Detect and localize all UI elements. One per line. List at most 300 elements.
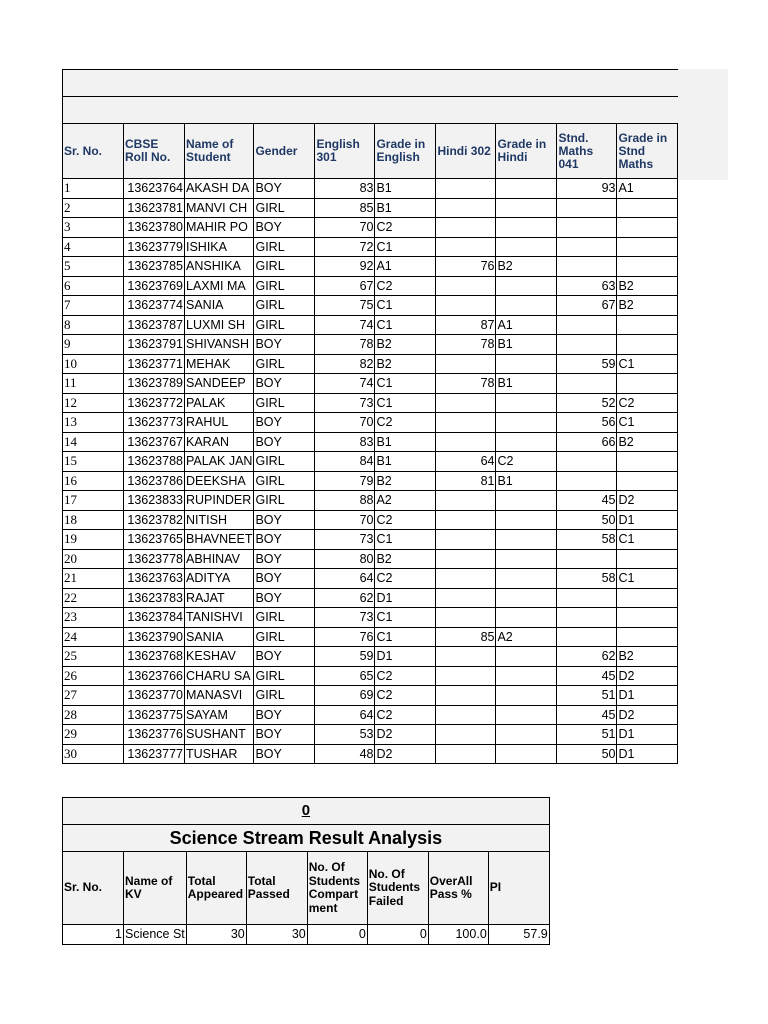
cell-maths-marks: [557, 608, 617, 628]
cell-maths-marks: 50: [557, 744, 617, 764]
cell-english-grade: B1: [375, 432, 436, 452]
cell-hindi-grade: [496, 666, 557, 686]
cell-hindi-grade: [496, 354, 557, 374]
cell-hindi-marks: [436, 198, 496, 218]
cell-maths-grade: [617, 374, 678, 394]
cell-student-name: RUPINDER: [185, 491, 254, 511]
cell-maths-grade: [617, 549, 678, 569]
cell-student-name: MANASVI: [185, 686, 254, 706]
cell-hindi-grade: [496, 647, 557, 667]
cell-sr-no: 1: [63, 179, 124, 199]
cell-gender: GIRL: [254, 257, 315, 277]
table-row: [63, 413, 678, 433]
cell-hindi-marks: [436, 725, 496, 745]
cell-student-name: MAHIR PO: [185, 218, 254, 238]
cell-maths-marks: 93: [557, 179, 617, 199]
cell-student-name: DEEKSHA: [185, 471, 254, 491]
cell-english-grade: B2: [375, 354, 436, 374]
cell-maths-grade: C1: [617, 413, 678, 433]
cell-gender: GIRL: [254, 627, 315, 647]
cell-cbse-roll-no: 13623770: [124, 686, 185, 706]
cell-english-grade: C1: [375, 315, 436, 335]
result-analysis-table: [62, 797, 550, 945]
table-row: [63, 296, 678, 316]
table-row: [63, 588, 678, 608]
cell-english-marks: 48: [315, 744, 375, 764]
cell-maths-marks: 45: [557, 491, 617, 511]
cell-sr-no: 6: [63, 276, 124, 296]
cell-sr-no: 10: [63, 354, 124, 374]
cell-maths-marks: 50: [557, 510, 617, 530]
cell-gender: GIRL: [254, 666, 315, 686]
cell-hindi-marks: [436, 588, 496, 608]
cell-maths-grade: B2: [617, 432, 678, 452]
cell-maths-marks: [557, 374, 617, 394]
header-english-marks: English 301: [315, 124, 375, 179]
cell-maths-marks: 62: [557, 647, 617, 667]
cell-cbse-roll-no: 13623791: [124, 335, 185, 355]
cell-hindi-grade: [496, 569, 557, 589]
cell-gender: BOY: [254, 218, 315, 238]
cell-sr-no: 25: [63, 647, 124, 667]
cell-hindi-grade: [496, 588, 557, 608]
cell-gender: BOY: [254, 569, 315, 589]
cell-maths-marks: [557, 588, 617, 608]
cell-english-marks: 85: [315, 198, 375, 218]
cell-english-grade: C1: [375, 237, 436, 257]
cell-english-marks: 83: [315, 432, 375, 452]
cell-maths-grade: B2: [617, 647, 678, 667]
cell-english-grade: D2: [375, 744, 436, 764]
cell-student-name: PALAK: [185, 393, 254, 413]
cell-hindi-grade: [496, 198, 557, 218]
cell-student-name: BHAVNEET: [185, 530, 254, 550]
cell-english-grade: C1: [375, 627, 436, 647]
cell-gender: BOY: [254, 432, 315, 452]
cell-cbse-roll-no: 13623784: [124, 608, 185, 628]
cell-maths-grade: D2: [617, 705, 678, 725]
table-row: [63, 276, 678, 296]
header-failed-count: No. Of Students Failed: [367, 852, 428, 925]
cell-hindi-marks: [436, 491, 496, 511]
cell-cbse-roll-no: 13623763: [124, 569, 185, 589]
cell-student-name: LAXMI MA: [185, 276, 254, 296]
cell-cbse-roll-no: 13623833: [124, 491, 185, 511]
cell-english-marks: 64: [315, 569, 375, 589]
cell-hindi-marks: 81: [436, 471, 496, 491]
cell-hindi-grade: [496, 510, 557, 530]
analysis-marker: 0: [63, 798, 550, 825]
cell-pi: 57.9: [488, 925, 549, 945]
cell-cbse-roll-no: 13623769: [124, 276, 185, 296]
cell-student-name: MANVI CH: [185, 198, 254, 218]
header-gender: Gender: [254, 124, 315, 179]
analysis-title: Science Stream Result Analysis: [63, 825, 550, 852]
cell-hindi-marks: 64: [436, 452, 496, 472]
cell-english-marks: 80: [315, 549, 375, 569]
cell-maths-marks: 56: [557, 413, 617, 433]
cell-gender: BOY: [254, 647, 315, 667]
cell-cbse-roll-no: 13623773: [124, 413, 185, 433]
cell-student-name: TUSHAR: [185, 744, 254, 764]
cell-maths-grade: [617, 452, 678, 472]
cell-maths-marks: [557, 471, 617, 491]
cell-maths-grade: [617, 627, 678, 647]
cell-gender: GIRL: [254, 354, 315, 374]
cell-hindi-marks: [436, 530, 496, 550]
cell-cbse-roll-no: 13623777: [124, 744, 185, 764]
cell-english-marks: 67: [315, 276, 375, 296]
cell-english-grade: C1: [375, 393, 436, 413]
cell-student-name: PALAK JAN: [185, 452, 254, 472]
analysis-data-row: [63, 925, 550, 945]
cell-hindi-marks: 85: [436, 627, 496, 647]
cell-english-marks: 53: [315, 725, 375, 745]
cell-gender: GIRL: [254, 198, 315, 218]
table-row: [63, 744, 678, 764]
table-row: [63, 666, 678, 686]
cell-sr-no: 11: [63, 374, 124, 394]
cell-student-name: SANIA: [185, 627, 254, 647]
cell-student-name: AKASH DA: [185, 179, 254, 199]
cell-english-grade: C2: [375, 686, 436, 706]
cell-hindi-marks: 76: [436, 257, 496, 277]
cell-hindi-grade: [496, 705, 557, 725]
cell-cbse-roll-no: 13623768: [124, 647, 185, 667]
cell-cbse-roll-no: 13623767: [124, 432, 185, 452]
blank-header-row: [63, 97, 678, 124]
cell-cbse-roll-no: 13623782: [124, 510, 185, 530]
cell-english-grade: D2: [375, 725, 436, 745]
cell-maths-marks: 51: [557, 725, 617, 745]
cell-student-name: ABHINAV: [185, 549, 254, 569]
cell-sr-no: 17: [63, 491, 124, 511]
cell-gender: BOY: [254, 179, 315, 199]
cell-student-name: RAHUL: [185, 413, 254, 433]
cell-gender: BOY: [254, 588, 315, 608]
cell-failed-count: 0: [367, 925, 428, 945]
cell-english-marks: 74: [315, 315, 375, 335]
table-row: [63, 549, 678, 569]
cell-english-grade: B1: [375, 179, 436, 199]
table-row: [63, 569, 678, 589]
cell-english-marks: 83: [315, 179, 375, 199]
cell-cbse-roll-no: 13623789: [124, 374, 185, 394]
cell-maths-grade: D1: [617, 510, 678, 530]
header-cbse-roll-no: CBSE Roll No.: [124, 124, 185, 179]
cell-gender: GIRL: [254, 608, 315, 628]
cell-sr-no: 12: [63, 393, 124, 413]
table-row: [63, 627, 678, 647]
cell-maths-grade: C2: [617, 393, 678, 413]
cell-maths-grade: [617, 471, 678, 491]
cell-cbse-roll-no: 13623765: [124, 530, 185, 550]
cell-sr-no: 3: [63, 218, 124, 238]
cell-english-grade: B2: [375, 549, 436, 569]
analysis-header-row: [63, 852, 550, 925]
cell-english-grade: C2: [375, 705, 436, 725]
cell-student-name: CHARU SA: [185, 666, 254, 686]
cell-english-grade: C1: [375, 374, 436, 394]
cell-cbse-roll-no: 13623774: [124, 296, 185, 316]
cell-cbse-roll-no: 13623790: [124, 627, 185, 647]
cell-english-marks: 70: [315, 510, 375, 530]
cell-maths-marks: 51: [557, 686, 617, 706]
cell-student-name: RAJAT: [185, 588, 254, 608]
cell-hindi-grade: [496, 549, 557, 569]
table-row: [63, 432, 678, 452]
cell-gender: BOY: [254, 413, 315, 433]
cell-english-grade: C2: [375, 413, 436, 433]
cell-english-marks: 78: [315, 335, 375, 355]
cell-hindi-marks: [436, 686, 496, 706]
cell-student-name: KARAN: [185, 432, 254, 452]
cell-hindi-marks: [436, 569, 496, 589]
cell-cbse-roll-no: 13623778: [124, 549, 185, 569]
cell-gender: BOY: [254, 549, 315, 569]
cell-maths-grade: D1: [617, 744, 678, 764]
cell-maths-grade: [617, 218, 678, 238]
cell-hindi-marks: [436, 510, 496, 530]
cell-maths-marks: 45: [557, 666, 617, 686]
cell-sr-no: 30: [63, 744, 124, 764]
cell-sr-no: 16: [63, 471, 124, 491]
cell-english-marks: 69: [315, 686, 375, 706]
cell-english-marks: 84: [315, 452, 375, 472]
cell-english-marks: 73: [315, 530, 375, 550]
cell-hindi-grade: [496, 237, 557, 257]
cell-maths-grade: B2: [617, 296, 678, 316]
cell-hindi-grade: [496, 686, 557, 706]
cell-sr-no: 7: [63, 296, 124, 316]
cell-cbse-roll-no: 13623783: [124, 588, 185, 608]
table-row: [63, 198, 678, 218]
cell-hindi-marks: [436, 276, 496, 296]
cell-student-name: SHIVANSH: [185, 335, 254, 355]
cell-english-marks: 73: [315, 393, 375, 413]
cell-maths-grade: D2: [617, 666, 678, 686]
cell-hindi-grade: [496, 276, 557, 296]
cell-english-marks: 59: [315, 647, 375, 667]
cell-maths-grade: A1: [617, 179, 678, 199]
header-total-passed: Total Passed: [246, 852, 307, 925]
table-row: [63, 393, 678, 413]
cell-maths-grade: [617, 608, 678, 628]
cell-english-grade: A1: [375, 257, 436, 277]
table-row: [63, 725, 678, 745]
cell-sr-no: 28: [63, 705, 124, 725]
cell-english-marks: 70: [315, 218, 375, 238]
cell-english-grade: C2: [375, 276, 436, 296]
cell-gender: GIRL: [254, 491, 315, 511]
cell-maths-marks: 66: [557, 432, 617, 452]
cell-hindi-grade: B1: [496, 374, 557, 394]
header-compartment-count: No. Of Students Compart ment: [307, 852, 367, 925]
cell-maths-grade: C1: [617, 569, 678, 589]
cell-maths-marks: [557, 335, 617, 355]
cell-cbse-roll-no: 13623785: [124, 257, 185, 277]
cell-hindi-marks: [436, 413, 496, 433]
cell-maths-grade: C1: [617, 354, 678, 374]
header-hindi-marks: Hindi 302: [436, 124, 496, 179]
cell-hindi-marks: 78: [436, 374, 496, 394]
cell-sr-no: 24: [63, 627, 124, 647]
cell-sr-no: 27: [63, 686, 124, 706]
cell-cbse-roll-no: 13623766: [124, 666, 185, 686]
cell-maths-marks: [557, 218, 617, 238]
cell-hindi-marks: 87: [436, 315, 496, 335]
cell-hindi-marks: [436, 218, 496, 238]
cell-english-marks: 72: [315, 237, 375, 257]
header-sr-no: Sr. No.: [63, 124, 124, 179]
cell-maths-marks: [557, 315, 617, 335]
cell-student-name: KESHAV: [185, 647, 254, 667]
table-row: [63, 491, 678, 511]
cell-hindi-grade: [496, 218, 557, 238]
cell-student-name: SANDEEP: [185, 374, 254, 394]
header-english-grade: Grade in English: [375, 124, 436, 179]
cell-english-marks: 62: [315, 588, 375, 608]
cell-hindi-marks: [436, 432, 496, 452]
cell-hindi-marks: [436, 647, 496, 667]
cell-gender: GIRL: [254, 276, 315, 296]
cell-english-grade: C1: [375, 296, 436, 316]
cell-sr-no: 19: [63, 530, 124, 550]
cell-maths-marks: 63: [557, 276, 617, 296]
cell-english-grade: B1: [375, 452, 436, 472]
table-row: [63, 179, 678, 199]
cell-gender: BOY: [254, 510, 315, 530]
blank-header-row: [63, 70, 678, 97]
cell-gender: GIRL: [254, 686, 315, 706]
cell-hindi-grade: [496, 530, 557, 550]
cell-sr-no: 4: [63, 237, 124, 257]
cell-hindi-grade: B2: [496, 257, 557, 277]
cell-sr-no: 8: [63, 315, 124, 335]
cell-sr-no: 29: [63, 725, 124, 745]
cell-hindi-marks: 78: [436, 335, 496, 355]
table-row: [63, 452, 678, 472]
cell-student-name: TANISHVI: [185, 608, 254, 628]
cell-english-marks: 88: [315, 491, 375, 511]
cell-hindi-grade: A2: [496, 627, 557, 647]
cell-maths-marks: 52: [557, 393, 617, 413]
cell-hindi-grade: [496, 725, 557, 745]
cell-cbse-roll-no: 13623788: [124, 452, 185, 472]
cell-hindi-marks: [436, 744, 496, 764]
cell-maths-marks: 58: [557, 530, 617, 550]
cell-maths-marks: [557, 257, 617, 277]
cell-maths-marks: 58: [557, 569, 617, 589]
cell-maths-marks: 45: [557, 705, 617, 725]
header-overall-pass-percent: OverAll Pass %: [428, 852, 488, 925]
cell-sr-no: 2: [63, 198, 124, 218]
cell-maths-marks: [557, 452, 617, 472]
table-row: [63, 237, 678, 257]
cell-english-marks: 74: [315, 374, 375, 394]
table-row: [63, 218, 678, 238]
cell-hindi-marks: [436, 393, 496, 413]
cell-sr-no: 13: [63, 413, 124, 433]
cell-student-name: NITISH: [185, 510, 254, 530]
cell-maths-grade: [617, 315, 678, 335]
header-total-appeared: Total Appeared: [186, 852, 246, 925]
cell-student-name: ISHIKA: [185, 237, 254, 257]
header-maths-grade: Grade in Stnd Maths: [617, 124, 678, 179]
cell-gender: GIRL: [254, 393, 315, 413]
table-row: [63, 686, 678, 706]
cell-total-passed: 30: [246, 925, 307, 945]
cell-english-grade: B1: [375, 198, 436, 218]
cell-hindi-marks: [436, 705, 496, 725]
cell-gender: GIRL: [254, 296, 315, 316]
cell-student-name: ANSHIKA: [185, 257, 254, 277]
cell-english-marks: 64: [315, 705, 375, 725]
cell-cbse-roll-no: 13623779: [124, 237, 185, 257]
cell-english-marks: 65: [315, 666, 375, 686]
cell-compartment-count: 0: [307, 925, 367, 945]
cell-english-marks: 73: [315, 608, 375, 628]
cell-hindi-grade: [496, 608, 557, 628]
cell-english-marks: 70: [315, 413, 375, 433]
cell-english-grade: D1: [375, 588, 436, 608]
cell-hindi-grade: A1: [496, 315, 557, 335]
cell-sr-no: 22: [63, 588, 124, 608]
cell-maths-marks: [557, 627, 617, 647]
cell-maths-grade: [617, 198, 678, 218]
cell-cbse-roll-no: 13623775: [124, 705, 185, 725]
cell-maths-grade: B2: [617, 276, 678, 296]
cell-sr-no: 1: [63, 925, 124, 945]
cell-gender: BOY: [254, 744, 315, 764]
cell-english-marks: 82: [315, 354, 375, 374]
cell-student-name: MEHAK: [185, 354, 254, 374]
cell-cbse-roll-no: 13623772: [124, 393, 185, 413]
cell-hindi-marks: [436, 354, 496, 374]
cell-english-grade: A2: [375, 491, 436, 511]
cell-hindi-grade: [496, 296, 557, 316]
cell-english-marks: 79: [315, 471, 375, 491]
cell-english-marks: 92: [315, 257, 375, 277]
cell-hindi-grade: [496, 393, 557, 413]
cell-maths-marks: [557, 198, 617, 218]
cell-english-grade: D1: [375, 647, 436, 667]
cell-hindi-grade: C2: [496, 452, 557, 472]
cell-sr-no: 14: [63, 432, 124, 452]
table-row: [63, 471, 678, 491]
cell-maths-grade: [617, 588, 678, 608]
cell-english-marks: 76: [315, 627, 375, 647]
cell-cbse-roll-no: 13623786: [124, 471, 185, 491]
cell-hindi-marks: [436, 666, 496, 686]
table-row: [63, 530, 678, 550]
table-row: [63, 647, 678, 667]
cell-gender: BOY: [254, 374, 315, 394]
table-row: [63, 257, 678, 277]
cell-maths-marks: 67: [557, 296, 617, 316]
cell-hindi-grade: [496, 413, 557, 433]
cell-english-grade: C2: [375, 569, 436, 589]
cell-hindi-marks: [436, 296, 496, 316]
cell-cbse-roll-no: 13623776: [124, 725, 185, 745]
cell-maths-grade: D2: [617, 491, 678, 511]
student-results-table: [62, 69, 678, 764]
cell-sr-no: 23: [63, 608, 124, 628]
cell-english-grade: B2: [375, 335, 436, 355]
table-row: [63, 335, 678, 355]
cell-gender: GIRL: [254, 471, 315, 491]
cell-maths-grade: D1: [617, 686, 678, 706]
